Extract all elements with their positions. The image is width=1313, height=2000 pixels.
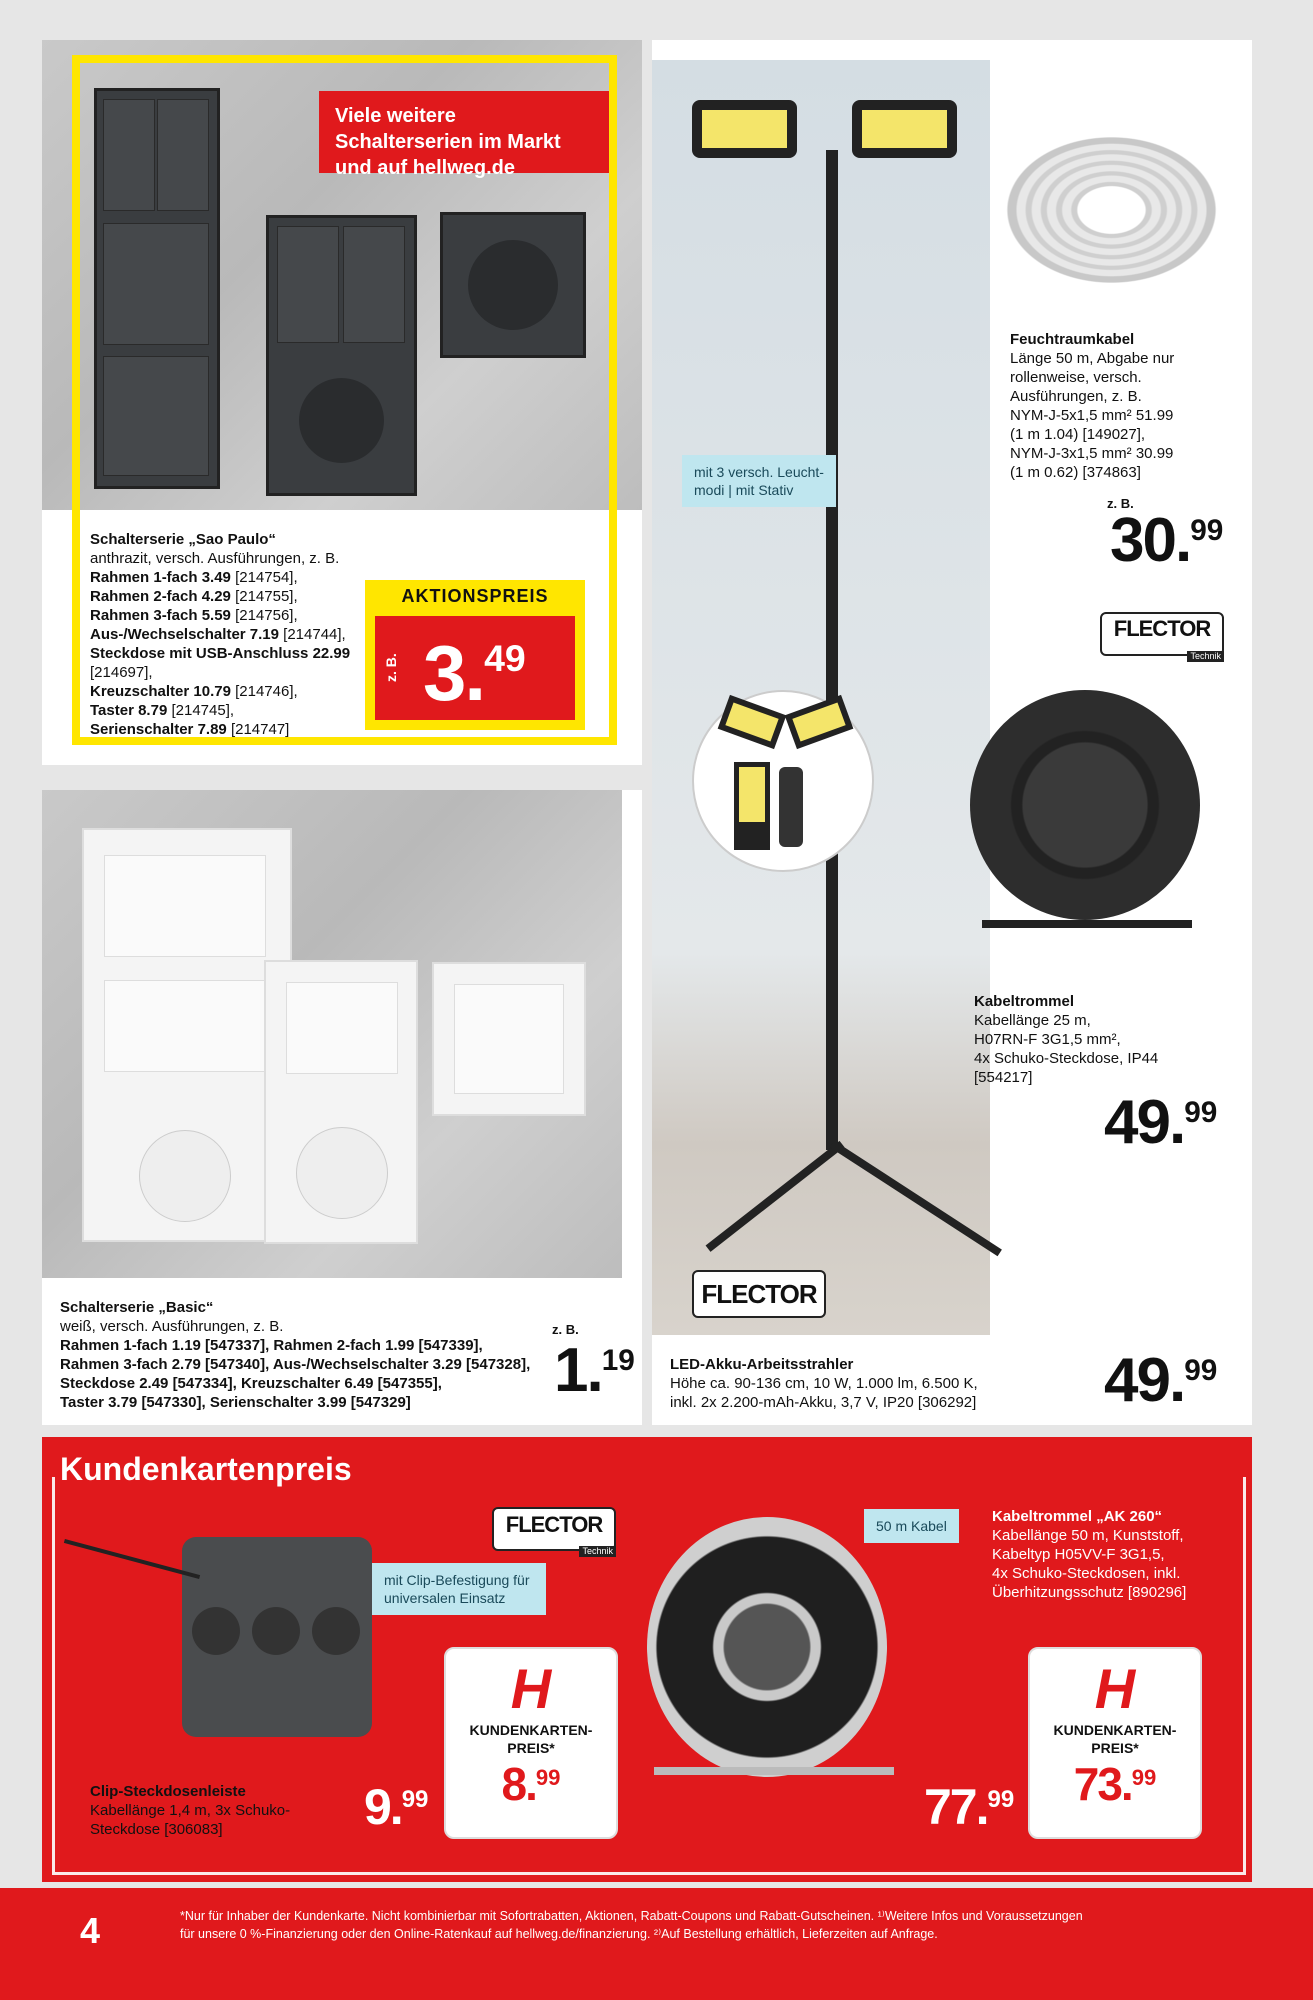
led-brand-logo: FLECTOR: [692, 1270, 826, 1318]
ak260-line: Kabellänge 50 m, Kunststoff,: [992, 1527, 1184, 1544]
cable-line: NYM-J-3x1,5 mm² 30.99: [1010, 445, 1174, 462]
basic-panel: [42, 790, 642, 1425]
ak260-bubble: 50 m Kabel: [864, 1509, 959, 1543]
clip-line: Steckdose [306083]: [90, 1821, 223, 1838]
sao-paulo-item-sku: [214746],: [235, 683, 298, 700]
footer-line1: *Nur für Inhaber der Kundenkarte. Nicht kombinierbar mit Sofortrabatten, Aktionen, Rabatt-Coupons und Rabatt-Gutscheinen. ¹⁾Weitere Infos und Voraussetzungen: [180, 1909, 1083, 1923]
sao-paulo-item-sku: [214697],: [90, 664, 153, 681]
sao-paulo-zb: z. B.: [383, 653, 399, 682]
drum-image: [970, 690, 1200, 920]
drum-brand-logo: FLECTOR Technik: [1100, 612, 1224, 656]
clip-title: Clip-Steckdosenleiste: [90, 1783, 246, 1800]
cable-line: Länge 50 m, Abgabe nur: [1010, 350, 1175, 367]
basic-2fach-image: [264, 960, 418, 1244]
drum-line: 4x Schuko-Steckdose, IP44: [974, 1050, 1159, 1067]
led-line1: Höhe ca. 90-136 cm, 10 W, 1.000 lm, 6.500 K,: [670, 1375, 978, 1392]
sao-paulo-item-price: 3.49: [201, 569, 231, 586]
drum-line: H07RN-F 3G1,5 mm²,: [974, 1031, 1121, 1048]
clip-line: Kabellänge 1,4 m, 3x Schuko-: [90, 1802, 291, 1819]
led-bubble: mit 3 versch. Leucht-modi | mit Stativ: [682, 455, 836, 507]
basic-line1: Rahmen 1-fach 1.19 [547337], Rahmen 2-fach 1.99 [547339],: [60, 1337, 483, 1354]
sao-paulo-item: [90, 644, 380, 682]
ak260-line: Kabeltyp H05VV-F 3G1,5,: [992, 1546, 1165, 1563]
sao-paulo-item: [90, 606, 380, 625]
clip-price: 9.99: [364, 1779, 429, 1835]
sao-paulo-item-name: Steckdose mit USB-Anschluss: [90, 645, 309, 662]
sao-paulo-item-name: Kreuzschalter: [90, 683, 190, 700]
clip-kundenkarten-box: [444, 1647, 618, 1839]
sao-paulo-item: [90, 587, 380, 606]
drum-brand-sub: Technik: [1187, 651, 1224, 662]
clip-bubble: mit Clip-Befestigung für universalen Einsatz: [372, 1563, 546, 1615]
sao-paulo-item: [90, 720, 380, 739]
footer: [0, 1888, 1313, 2000]
drum-price: 49.99: [1104, 1088, 1218, 1157]
drum-title: Kabeltrommel: [974, 993, 1075, 1010]
sao-paulo-item-name: Serienschalter: [90, 721, 194, 738]
basic-3fach-image: [82, 828, 292, 1242]
sao-paulo-item-price: 10.79: [193, 683, 231, 700]
ak260-title: Kabeltrommel „AK 260“: [992, 1508, 1163, 1525]
ak260-h-logo: H: [1094, 1657, 1136, 1720]
led-pole: [826, 150, 838, 1150]
cable-text: [1010, 330, 1230, 482]
led-price: 49.99: [1104, 1346, 1218, 1415]
led-text: [670, 1355, 1010, 1412]
kundenkarten-heading: Kundenkartenpreis: [60, 1451, 364, 1487]
sao-paulo-panel: [42, 40, 642, 765]
drum-stand: [982, 920, 1192, 928]
basic-title: Schalterserie „Basic“: [60, 1299, 214, 1316]
sao-paulo-item-name: Aus-/Wechselschalter: [90, 626, 246, 643]
sao-paulo-item: [90, 568, 380, 587]
drum-line: [554217]: [974, 1069, 1033, 1086]
sao-paulo-item: [90, 682, 380, 701]
sao-paulo-item-sku: [214744],: [283, 626, 346, 643]
cable-zb: z. B.: [1107, 496, 1134, 511]
sao-paulo-price: 3.49: [423, 629, 526, 717]
kundenkarten-section: [42, 1437, 1252, 1882]
basic-text: [60, 1298, 570, 1412]
aktionspreis-price-box: [375, 616, 575, 720]
basic-desc: weiß, versch. Ausführungen, z. B.: [60, 1318, 284, 1335]
sao-paulo-item-price: 22.99: [312, 645, 351, 662]
cable-line: rollenweise, versch.: [1010, 369, 1142, 386]
sao-paulo-item-sku: [214747]: [230, 721, 290, 738]
ak260-card-price: 73.99: [1073, 1758, 1157, 1810]
ak260-kundenkarten-box: [1028, 1647, 1202, 1839]
clip-h-logo: H: [510, 1657, 552, 1720]
basic-line3: Steckdose 2.49 [547334], Kreuzschalter 6.49 [547355],: [60, 1375, 442, 1392]
clip-card-label: KUNDENKARTEN-PREIS*: [469, 1722, 593, 1756]
cable-title: Feuchtraumkabel: [1010, 331, 1135, 348]
ak260-line: Überhitzungsschutz [890296]: [992, 1584, 1187, 1601]
sao-paulo-desc: anthrazit, versch. Ausführungen, z. B.: [90, 550, 340, 567]
right-panel: [652, 40, 1252, 1425]
footer-line2: für unsere 0 %-Finanzierung oder den Online-Ratenkauf auf hellweg.de/finanzierung. ²⁾Auf Bestellung erhältlich, Lieferzeiten auf Anfrage.: [180, 1927, 938, 1941]
basic-zb: z. B.: [552, 1322, 579, 1337]
clip-brand-sub: Technik: [579, 1546, 616, 1557]
sao-paulo-item-price: 8.79: [138, 702, 168, 719]
clip-text: [90, 1782, 330, 1839]
aktionspreis-badge: [365, 580, 585, 730]
sao-paulo-item-name: Rahmen 1-fach: [90, 569, 198, 586]
basic-1fach-image: [432, 962, 586, 1116]
ak260-card-label: KUNDENKARTEN-PREIS*: [1053, 1722, 1177, 1756]
sao-paulo-item-sku: [214756],: [235, 607, 298, 624]
sao-paulo-item-sku: [214745],: [171, 702, 235, 719]
sao-paulo-item-price: 4.29: [201, 588, 231, 605]
sao-paulo-item-price: 7.89: [197, 721, 227, 738]
sao-paulo-item-sku: [214755],: [235, 588, 298, 605]
led-lamp-head-right: [852, 100, 957, 158]
ak260-line: 4x Schuko-Steckdosen, inkl.: [992, 1565, 1181, 1582]
led-line2: inkl. 2x 2.200-mAh-Akku, 3,7 V, IP20 [306292]: [670, 1394, 977, 1411]
sao-paulo-item-name: Rahmen 2-fach: [90, 588, 198, 605]
cable-line: (1 m 1.04) [149027],: [1010, 426, 1146, 443]
promo-banner: Viele weitere Schalterserien im Markt und auf hellweg.de: [319, 91, 609, 173]
ak260-stand: [654, 1767, 894, 1775]
clip-card-price: 8.99: [501, 1758, 561, 1810]
sao-paulo-item: [90, 625, 380, 644]
drum-line: Kabellänge 25 m,: [974, 1012, 1091, 1029]
led-detail-circle: [692, 690, 874, 872]
ak260-drum-image: [647, 1517, 887, 1777]
cable-image: [1004, 135, 1219, 285]
sao-paulo-item-price: 7.19: [249, 626, 279, 643]
basic-price: 1.19: [554, 1336, 635, 1405]
sao-paulo-item-price: 5.59: [201, 607, 231, 624]
cable-line: Ausführungen, z. B.: [1010, 388, 1142, 405]
clip-power-strip-image: [182, 1537, 372, 1737]
sao-paulo-item-sku: [214754],: [235, 569, 298, 586]
aktionspreis-label: AKTIONSPREIS: [401, 586, 549, 606]
led-lamp-head-left: [692, 100, 797, 158]
led-title: LED-Akku-Arbeitsstrahler: [670, 1356, 854, 1373]
basic-line2: Rahmen 3-fach 2.79 [547340], Aus-/Wechselschalter 3.29 [547328],: [60, 1356, 531, 1373]
sao-paulo-item-name: Rahmen 3-fach: [90, 607, 198, 624]
basic-line4: Taster 3.79 [547330], Serienschalter 3.99 [547329]: [60, 1394, 411, 1411]
sao-paulo-item-name: Taster: [90, 702, 134, 719]
cable-price: 30.99: [1110, 506, 1224, 575]
ak260-text: [992, 1507, 1232, 1602]
clip-brand-logo: FLECTOR Technik: [492, 1507, 616, 1551]
page-number: 4: [80, 1910, 101, 1951]
cable-line: NYM-J-5x1,5 mm² 51.99: [1010, 407, 1174, 424]
cable-line: (1 m 0.62) [374863]: [1010, 464, 1141, 481]
sao-paulo-title: Schalterserie „Sao Paulo“: [90, 531, 276, 548]
sao-paulo-text: [90, 530, 380, 739]
drum-text: [974, 992, 1214, 1087]
ak260-price: 77.99: [924, 1779, 1015, 1835]
sao-paulo-item: [90, 701, 380, 720]
